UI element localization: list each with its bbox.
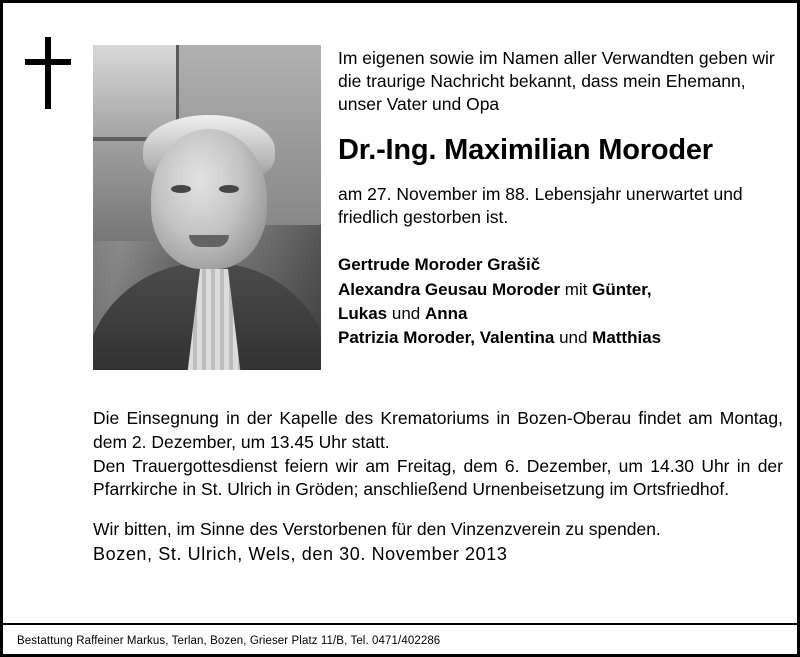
- family-name-bold: Anna: [424, 303, 468, 323]
- service-paragraph-1: Die Einsegnung in der Kapelle des Krematoriums in Bozen-Oberau findet am Montag, dem 2. Dezember, um 13.45 Uhr statt.: [93, 408, 783, 452]
- family-name-bold: Patrizia Moroder, Valentina: [338, 327, 555, 347]
- latin-cross-icon: [25, 37, 71, 109]
- family-name-bold: Günter,: [592, 279, 652, 299]
- family-name-bold: Gertrude Moroder Grašič: [338, 255, 541, 275]
- place-and-date: Bozen, St. Ulrich, Wels, den 30. November 2013: [93, 543, 508, 564]
- family-line: [338, 302, 788, 326]
- photo-figure-head: [151, 129, 267, 269]
- portrait-photo-image: [93, 45, 321, 370]
- photo-figure-mouth: [189, 235, 229, 247]
- family-name-bold: Lukas: [338, 303, 388, 323]
- photo-figure-eye-right: [219, 185, 239, 193]
- footer-divider: [3, 623, 797, 625]
- service-paragraph-2: Den Trauergottesdienst feiern wir am Freitag, dem 6. Dezember, um 14.30 Uhr in der Pfarrkirche in St. Ulrich in Gröden; anschließend Urnenbeisetzung im Ortsfriedhof.: [93, 455, 783, 500]
- family-list: [338, 253, 788, 350]
- notice-header-text: [338, 47, 788, 350]
- family-name-bold: Matthias: [592, 327, 662, 347]
- donation-paragraph: Wir bitten, im Sinne des Verstorbenen für den Vinzenzverein zu spenden.: [93, 519, 661, 540]
- portrait-photo: [93, 45, 321, 370]
- paragraph-spacer: [93, 502, 783, 518]
- family-connector: und: [554, 327, 593, 347]
- cross-vertical-bar: [45, 37, 51, 109]
- photo-figure-eye-left: [171, 185, 191, 193]
- deceased-name: Dr.-Ing. Maximilian Moroder: [338, 134, 713, 167]
- family-line: [338, 253, 788, 277]
- family-line: [338, 278, 788, 302]
- intro-text: Im eigenen sowie im Namen aller Verwandten geben wir die traurige Nachricht bekannt, dass mein Ehemann, unser Vater und Opa: [338, 48, 775, 115]
- family-name-bold: Alexandra Geusau Moroder: [338, 279, 561, 299]
- funeral-home-footer: Bestattung Raffeiner Markus, Terlan, Bozen, Grieser Platz 11/B, Tel. 0471/402286: [17, 635, 441, 647]
- family-connector: und: [387, 303, 425, 323]
- family-line: [338, 326, 788, 350]
- service-details: [93, 407, 783, 566]
- cross-horizontal-bar: [25, 59, 71, 65]
- family-connector: mit: [560, 279, 593, 299]
- death-info-text: am 27. November im 88. Lebensjahr unerwartet und friedlich gestorben ist.: [338, 184, 743, 228]
